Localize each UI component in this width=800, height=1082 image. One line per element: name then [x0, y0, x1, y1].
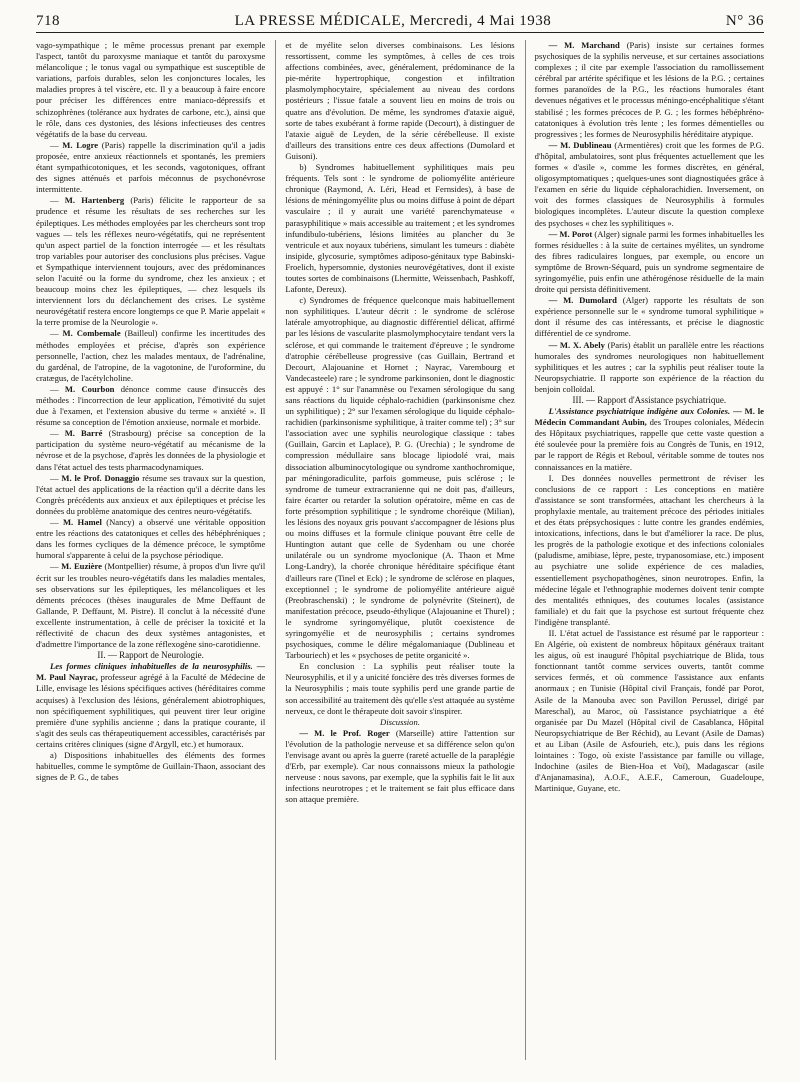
section-heading: II. — Rapport de Neurologie.	[97, 650, 204, 661]
speaker-name: M. Hartenberg	[64, 195, 125, 206]
paragraph-text: (Alger) rapporte les résultats de son expérience personnelle sur le « syndrome tumoral syphilitique » dont il résume des cas intéressants, et précise le diagnostic différentiel de ce syndrome.	[534, 295, 764, 339]
paragraph: I. Des données nouvelles permettront de réviser les conclusions de ce rapport : Les conceptions en matière d'assistance se sont transformées, attachant les chercheurs à la prophylaxie mentale, au traitement précoce des périodes initiales et des états prépsychosiques : lutte contre les grandes endémies, intoxications, infections, dans le but d'améliorer la race. De plus, les progrès de la pathologie exotique et des infections coloniales (paludisme, amibiase, lèpre, peste, trypanosomiase, etc.) imposent au psychiatre une solide expérience de ces maladies, essentiellement psychopathogènes, sinon neurotropes. Enfin, la médecine légale et l'ethnographie modernes doivent tenir compte des mentalités ethniques, des coutumes locales (assistance familiale) et du fait que la psychose est surtout fréquente chez l'indigène transplanté.	[534, 472, 764, 627]
speaker-name: — M. Porot	[548, 228, 593, 239]
column-3	[525, 40, 764, 1060]
paragraph-text: (Armentières) croit que les formes de P.G. d'hôpital, ambulatoires, sont plus fréquentes actuellement que les formes « d'asile », comme les formes discrètes, en général, oligosymptomatiques ; quelques-unes sont diagnostiquées grâce à l'examen en série du liquide céphalorachidien. Inversement, on voit des formes classiques de Neurosyphilis à formules biologiques incomplètes. L'auteur discute la question complexe des psychoses « chez les syphilitiques ».	[534, 139, 764, 228]
paragraph	[535, 295, 764, 339]
paragraph-text: résume ses travaux sur la question, l'état actuel des applications de la réaction qu'il a décrite dans les Congrès précédents aux anxieux et aux épileptiques et précise les données du problème anatomique des centres neuro-végétatifs.	[36, 472, 266, 516]
speaker-name: — M. le Médecin Commandant Aubin,	[534, 406, 764, 428]
speaker-name: M. Logre	[62, 139, 99, 150]
paragraph: — M. Logre (Paris) rappelle la discrimination qu'il a jadis proposée, entre anxieux réactionnels et spontanés, les premiers étant sympathicotoniques, et les seconds, vagotoniques, offrant des signes atténués et parfois méconnus de psychonévrose intermittente.	[36, 139, 266, 195]
speaker-name: M. le Prof. Donaggio	[61, 472, 140, 483]
paragraph	[36, 661, 265, 750]
paragraph	[285, 728, 514, 806]
paragraph-text: dénonce comme cause d'insuccès des méthodes : l'incorrection de leur application, l'émotivité du sujet due à l'examen, et l'extension abusive du terme « anxiété ». Il résume sa conception de l'émotion anxieuse, normale et morbide.	[36, 383, 266, 428]
paragraph	[535, 229, 764, 296]
paragraph: — M. Courbon dénonce comme cause d'insuccès des méthodes : l'incorrection de leur application, l'émotivité du sujet due à l'examen, et l'extension abusive du terme « anxiété ». Il résume sa conception de l'émotion anxieuse, normale et morbide.	[36, 383, 266, 428]
issue-number: N° 36	[725, 12, 764, 29]
text-columns	[36, 40, 764, 1060]
subsection-title: L'Assistance psychiatrique indigène aux Colonies.	[548, 406, 731, 417]
paragraph-text: professeur agrégé à la Faculté de Médecine de Lille, envisage les lésions spécifiques actives (héréditaires comme acquises) à l'exclusion des lésions, généralement abiotrophiques, non spécifiquement syphilitiques, qui peuvent tirer leur origine première d'une syphilis ancienne ; dans la pratique courante, il s'agit des seuls cas thérapeutiquement accessibles, caractérisés par certains critères cliniques (signe d'Argyll, etc.) et humoraux.	[36, 672, 266, 749]
discussion-heading: Discussion.	[380, 716, 420, 727]
paragraph: b) Syndromes habituellement syphilitiques mais peu fréquents. Tels sont : le syndrome de poliomyélite antérieure chronique (Raymond, A. Léri, Head et Fernsides), à base de lésions de méningomyélite plus ou moins diffuse à point de départ vasculaire ; il y aurait une variété parenchymateuse « parasyphilitique » mais accessible au traitement ; et les syndromes infundibulo-tubériens, lésions limitées au plancher du 3e ventricule et aux noyaux tubériens, simulant les tumeurs : diabète insipide, glycosurie, symptômes adiposo-génitaux type Babinski-Froelich, hypersomnie, dystonies neurovégétatives, dont il existe toutes sortes de combinaisons (Lhermitte, Weissenbach, Pashkoff, Lafonte, Dereux).	[285, 162, 515, 295]
paragraph: II. L'état actuel de l'assistance est résumé par le rapporteur : En Algérie, où existent de nombreux hôpitaux généraux traitant les aigus, où est inauguré l'hôpital psychiatrique de Blida, tous fonctionnant tantôt comme services ouverts, tantôt comme services fermés, et où commence l'assistance aux enfants anormaux ; en Tunisie (Hôpital civil Français, fondé par Porot, Asile de la Manouba avec son Pavillon Perussel, dirigé par Mareschal), au Maroc, où l'assistance psychiatrique a été organisée par Du Mazel (Hôpital civil de Casablanca, Hôpital Neuropsychiatrique de Ber Réchid), au Levant (Asile de Damas) et au Liban (Asile de Asfourieh, etc.), puis dans les régions lointaines : Togo, où existe l'assistance par famille ou village, Indochine (asiles de Bien-Hoa et Voï), Madagascar (asile d'Anjanamasina), A.O.F., A.E.F., Cameroun, Guadeloupe, Martinique, Guyane, etc.	[534, 627, 764, 794]
speaker-name: — M. Dublineau	[548, 139, 612, 150]
speaker-name: M. Hamel	[62, 517, 102, 528]
paragraph-text: (Paris) établit un parallèle entre les réactions humorales des syndromes neurologiques non habituellement syphilitiques et les autres ; car la syphilis peut réaliser toute la Neuropsychiatrie. Il rapporte son expérience de la réaction du benjoin colloïdal.	[534, 339, 764, 394]
paragraph: — M. Euzière (Montpellier) résume, à propos d'un livre qu'il écrit sur les troubles neuro-végétatifs dans les maladies mentales, ses observations sur les épileptiques, les mélancoliques et les déments précoces (thèses inaugurales de Mme Deffaunt de Gallande, P. Deffaunt, M. Pistre). Il conclut à la nécessité d'une excellente instrumentation, à celle de préciser la toxicité et la réflectivité de chacun des deux systèmes antagonistes, et d'admettre l'importance de la zone réflexogène sino-carotidienne.	[36, 561, 266, 650]
paragraph: — M. Combemale (Bailleul) confirme les incertitudes des méthodes employées et précise, d'après son expérience personnelle, l'action, chez les malades mentaux, de l'adrénaline, du gardénal, de l'atropine, de la vagotonine, de l'uroformine, du cratægus, de l'acétylcholine.	[36, 328, 266, 383]
paragraph-text: (Alger) signale parmi les formes inhabituelles les formes résiduelles : à la suite de certaines myélites, un syndrome des fibres radiculaires longues, par exemple, ou encore un symptôme de Brown-Séquard, puis un syndrome segmentaire de syringomyélie, puis enfin une athérogénose résiduelle de la main droite qui persista définitivement.	[534, 228, 764, 295]
paragraph: a) Dispositions inhabituelles des éléments des formes habituelles, comme le symptôme de Guillain-Thaon, associant des signes de P. G., de tabes	[36, 750, 266, 783]
paragraph-text: (Paris) félicite le rapporteur de sa prudence et résume les résultats de ses recherches sur les épileptiques. Les méthodes employées par les chercheurs sont trop vagues — tels les réflexes neuro-végétatifs, qui ne représentent qu'un aspect partiel de la fonction interrogée — et les résultats trop variables pour autoriser des conclusions plus précises. Vague et Sympathique interviennent toujours, avec des prédominances selon l'acuité ou la forme du syndrome, chez les anxieux ; et beaucoup moins chez les épileptiques, — chez lesquels ils interviennent lors du déclanchement des crises. Le système neurovégétatif restera encore longtemps ce que P. Marie appelait « la terre promise de la Neurologie ».	[36, 195, 266, 328]
speaker-name: M. Combemale	[62, 328, 121, 339]
paragraph	[535, 340, 764, 395]
paragraph-text: (Strasbourg) précise sa conception de la participation du système neuro-végétatif au mécanisme de la névrose et de la psychose, d'après les données de la physiologie et dans l'état actuel des tests pharmacodynamiques.	[36, 428, 266, 472]
paragraph: et de myélite selon diverses combinaisons. Les lésions ressortissent, comme les symptômes, à celles de ces trois affections combinées, avec, généralement, prédominance de la pie-mérite hypertrophique, congestion et infiltration plasmolymphocytaire, spécialement au niveau des cordons postérieurs ; l'issue fatale a souvent lieu en moins de trois ou quatre ans d'évolution. De même, les syndromes d'ataxie aiguë, sorte de tabes exubérant à forme rapide (Decourt), à distinguer de l'ataxie aiguë de Leyden, de la série cérébelleuse. Il existe d'ailleurs des transitions entre ces deux affections (Dumolard et Guisoni).	[285, 40, 515, 161]
speaker-name: — M. Paul Nayrac,	[36, 661, 266, 683]
paragraph	[535, 140, 764, 229]
page-header	[36, 10, 764, 33]
paragraph: c) Syndromes de fréquence quelconque mais habituellement non syphilitiques. L'auteur décrit : le syndrome de sclérose latérale amyotrophique, au diagnostic différentiel délicat, affirmé par les lésions de vascularite plasmolymphocytaire tendant vers la sclérose, et qui commande le traitement d'épreuve ; le syndrome d'atrophie cérébelleuse progressive (cas Guillain, Bertrand et Decourt, Alajouanine et Hornet ; Nayrac, Varembourg et Vandecasteele) rare ; le syndrome parkinsonien, dont le diagnostic est appuyé : 1° sur l'anamnèse ou l'examen sérologique du sang sans réactions du liquide céphalo-rachidien (parkinsonisme chez un syphilitique) ; 2° sur l'examen sérologique du liquide céphalo-rachidien (parkinsonisme syphilitique, à traiter comme tel) ; 3° sur l'association avec une syphilis neurologique classique : tabes (Guillain, Garcin et Laplace), P. G. (Urechia) ; le syndrome de compression médullaire sans blocage lipiodolé vrai, mais dissociation albuminocytologique ou syndrome xanthochromique, par méningoradiculite, parfois gommeuse, puis sclérose ; le syndrome de tumeur extracranienne qui ne doit pas, d'ailleurs, faire écarter ou retarder la solution opératoire, même en cas de forte présomption syphilitique ; le syndrome choréique (Milian), les lésions des noyaux gris pouvant s'accompagner de lésions plus ou moins diffuses et la formule clinique pouvant être celle de Huntington autant que celle de Sydenham ou une chorée unilatérale ou un syndrome myoclonique (A. Thaon et Mme Long-Landry), la chorée chronique héréditaire spécifique étant d'ailleurs rare (Tinel et Eck) ; le syndrome de sclérose en plaques, exceptionnel ; le syndrome de poliomyélite antérieure aiguë (Preobraschenski) ; le syndrome de polynévrite (Steinert), de manifestation précoce, pseudo-éthylique (Alajouanine et Thurel) ; le syndrome syringomyélique, plutôt coexistence de syringomyélie et de neurosyphilis ; certains syndromes psychosiques, comme le délire mégalomaniaque (Dublineau et Tarbouriech) et les « psychoses de petite organicité ».	[285, 295, 515, 661]
paragraph: — M. Barré (Strasbourg) précise sa conception de la participation du système neuro-végétatif au mécanisme de la névrose et de la psychose, d'après les données de la physiologie et dans l'état actuel des tests pharmacodynamiques.	[36, 428, 266, 472]
column-2	[275, 40, 514, 1060]
paragraph: — M. Hartenberg (Paris) félicite le rapporteur de sa prudence et résume les résultats de ses recherches sur les épileptiques. Les méthodes employées par les chercheurs sont trop vagues — tels les réflexes neuro-végétatifs, qui ne représentent qu'un aspect partiel de la fonction interrogée — et les résultats trop variables pour autoriser des conclusions plus précises. Vague et Sympathique interviennent toujours, avec des prédominances selon l'acuité ou la forme du syndrome, chez les anxieux ; et beaucoup moins chez les épileptiques, — chez lesquels ils interviennent lors du déclanchement des crises. Le système neurovégétatif restera encore longtemps ce que P. Marie appelait « la terre promise de la Neurologie ».	[36, 195, 266, 328]
paragraph-text: des Troupes coloniales, Médecin des Hôpitaux psychiatriques, rappelle que cette vaste question a été soulevée pour la première fois au Congrès de Tunis, en 1912, par le rapport de Régis et Reboul, véritable somme de toutes nos connaissances en la matière.	[534, 417, 764, 472]
paragraph: En conclusion : La syphilis peut réaliser toute la Neurosyphilis, et il y a unicité foncière des très diverses formes de la Neurosyphilis ; mais toute syphilis perd une grande partie de son accessibilité au traitement dès qu'elle s'est attaquée au système nerveux, ce dont le thérapeute doit savoir s'inspirer.	[285, 661, 515, 716]
paragraph-text: (Bailleul) confirme les incertitudes des méthodes employées et précise, d'après son expérience personnelle, l'action, chez les malades mentaux, de l'adrénaline, du gardénal, de l'atropine, de la vagotonine, de l'uroformine, du cratægus, de l'acétylcholine.	[36, 328, 266, 383]
paragraph	[535, 40, 764, 140]
speaker-name: M. Euzière	[61, 561, 102, 572]
column-1	[36, 40, 265, 1060]
paragraph: — M. le Prof. Donaggio résume ses travaux sur la question, l'état actuel des applications de la réaction qu'il a décrite dans les Congrès précédents aux anxieux et aux épileptiques et précise les données du problème anatomique des centres neuro-végétatifs.	[36, 472, 266, 516]
paragraph-text: (Marseille) attire l'attention sur l'évolution de la pathologie nerveuse et sa différence selon qu'on l'envisage avant ou après la guerre (rareté actuelle de la paraplégie d'Erb, par exemple). Car nous connaissons mieux la pathologie nerveuse : nous savons, par exemple, que la syphilis fait le lit aux infections neurotropes ; et le traitement se fait plus efficace dans son attaque première.	[285, 727, 515, 805]
paragraph: vago-sympathique ; le même processus prenant par exemple l'aspect, tantôt du paroxysme maniaque et tantôt du paroxysme mélancolique ; le tonus vagal ou sympathique est susceptible de variations, parfois durables, selon les conjonctures locales, les maladies propres à tel viscère, etc. Il y a beaucoup à faire encore pour préciser les différences entre maniaco-dépressifs et schizophrènes (tolérance aux hydrates de carbone, etc.), ainsi que le rôle, dans ces dystonies, des lésions infectieuses des centres végétatifs de la base du cerveau.	[36, 40, 266, 139]
paragraph-text: (Montpellier) résume, à propos d'un livre qu'il écrit sur les troubles neuro-végétatifs dans les maladies mentales, ses observations sur les épileptiques, les mélancoliques et les déments précoces (thèses inaugurales de Mme Deffaunt de Gallande, P. Deffaunt, M. Pistre). Il conclut à la nécessité d'une excellente instrumentation, à celle de préciser la toxicité et la réflectivité de chacun des deux systèmes antagonistes, et d'admettre l'importance de la zone réflexogène sino-carotidienne.	[36, 561, 266, 650]
paragraph-text: (Paris) rappelle la discrimination qu'il a jadis proposée, entre anxieux réactionnels et spontanés, les premiers étant sympathicotoniques, et les seconds, vagotoniques, offrant des signes atténués et parfois méconnus de psychonévrose intermittente.	[36, 139, 266, 195]
speaker-name: — M. Dumolard	[548, 295, 617, 306]
speaker-name: M. Courbon	[64, 383, 115, 394]
paragraph-text: (Nancy) a observé une véritable opposition entre les réactions des catatoniques et celles des hébéphréniques ; dans les formes cycliques de la démence précoce, le symptôme humoral s'apparente à celui de la psychose périodique.	[36, 517, 266, 561]
speaker-name: — M. Marchand	[548, 40, 620, 50]
page-number: 718	[36, 12, 60, 29]
speaker-name: — M. le Prof. Roger	[299, 727, 390, 738]
paragraph	[535, 406, 764, 473]
subsection-title: Les formes cliniques inhabituelles de la neurosyphilis.	[50, 661, 253, 672]
paragraph: — M. Hamel (Nancy) a observé une véritable opposition entre les réactions des catatoniques et celles des hébéphréniques ; dans les formes cycliques de la démence précoce, le symptôme humoral s'apparente à celui de la psychose périodique.	[36, 517, 266, 561]
speaker-name: — M. X. Abely	[548, 339, 605, 350]
paragraph-text: (Paris) insiste sur certaines formes psychosiques de la syphilis nerveuse, et sur certaines associations complexes ; il cite par exemple l'association du ramollissement cérébral par artérite spécifique et les lésions de la P.G. ; certaines formes paranoïdes de la P.G., les réactions humorales étant devenues négatives et le processus méningo-encéphalitique s'étant stabilisé ; les formes précoces de P. G. ; les formes hébéphréno-catatoniques à évolution très lente ; les formes démentielles ou progressives ; les formes de Neurosyphilis héréditaire atypique.	[534, 40, 764, 139]
speaker-name: M. Barré	[64, 428, 103, 439]
section-heading: III. — Rapport d'Assistance psychiatrique.	[572, 395, 727, 405]
journal-title: LA PRESSE MÉDICALE, Mercredi, 4 Mai 1938	[234, 12, 552, 29]
